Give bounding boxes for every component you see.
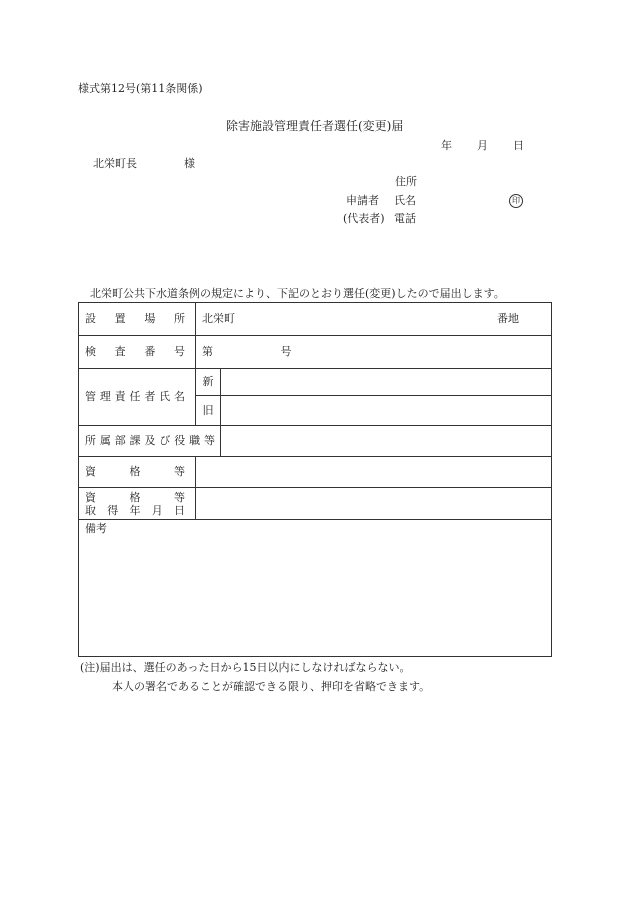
application-form-table xyxy=(78,302,552,657)
location-row xyxy=(79,303,552,336)
qualification-label: 資 格 等 xyxy=(85,465,185,478)
inspection-number-field[interactable] xyxy=(196,336,552,369)
applicant-label: 申請者 xyxy=(346,194,379,207)
manager-new-field[interactable] xyxy=(221,369,552,396)
form-number: 様式第12号(第11条関係) xyxy=(78,82,203,95)
new-label: 新 xyxy=(196,369,221,396)
old-label: 旧 xyxy=(196,396,221,426)
qualification-date-field[interactable] xyxy=(196,488,552,520)
inspection-suffix: 号 xyxy=(280,345,292,358)
location-label-cell xyxy=(79,303,196,336)
remarks-row xyxy=(79,520,552,657)
qualification-date-row xyxy=(79,488,552,520)
manager-label: 管 理 責 任 者 氏 名 xyxy=(85,390,185,403)
inspection-prefix: 第 xyxy=(202,345,213,358)
inspection-label-cell xyxy=(79,336,196,369)
seal-mark: 印 xyxy=(509,194,523,208)
honorific: 様 xyxy=(184,157,195,170)
addressee: 北栄町長 xyxy=(93,157,137,170)
qualification-date-label-cell xyxy=(79,488,196,520)
name-label: 氏名 xyxy=(394,194,416,207)
statement-text: 北栄町公共下水道条例の規定により、下記のとおり選任(変更)したので届出します。 xyxy=(90,287,505,300)
location-field[interactable] xyxy=(196,303,552,336)
note-deadline: (注)届出は、選任のあった日から15日以内にしなければならない。 xyxy=(80,661,411,674)
address-label: 住所 xyxy=(395,175,417,188)
location-label: 設 置 場 所 xyxy=(85,312,185,325)
manager-label-cell xyxy=(79,369,196,426)
date-year-label: 年 xyxy=(441,139,452,152)
department-field[interactable] xyxy=(221,426,552,457)
location-suffix: 番地 xyxy=(497,312,519,325)
inspection-row xyxy=(79,336,552,369)
document-title: 除害施設管理責任者選任(変更)届 xyxy=(226,119,404,133)
qualification-field[interactable] xyxy=(196,457,552,488)
manager-new-row xyxy=(79,369,552,396)
department-label-cell xyxy=(79,426,221,457)
manager-old-field[interactable] xyxy=(221,396,552,426)
department-row xyxy=(79,426,552,457)
phone-label: 電話 xyxy=(394,212,416,225)
remarks-field[interactable] xyxy=(79,520,552,657)
department-label: 所 属 部 課 及 び 役 職 等 xyxy=(85,434,215,447)
qualification-label-cell xyxy=(79,457,196,488)
remarks-label: 備考 xyxy=(85,522,107,535)
representative-label: (代表者) xyxy=(343,212,385,225)
date-month-label: 月 xyxy=(477,139,488,152)
qualification-date-label-line-1: 資 格 等 xyxy=(85,490,185,504)
note-signature: 本人の署名であることが確認できる限り、押印を省略できます。 xyxy=(112,680,431,693)
qualification-row xyxy=(79,457,552,488)
date-day-label: 日 xyxy=(513,139,524,152)
location-prefix: 北栄町 xyxy=(202,312,235,325)
qualification-date-label-line-2: 取 得 年 月 日 xyxy=(85,503,185,517)
inspection-label: 検 査 番 号 xyxy=(85,345,185,358)
